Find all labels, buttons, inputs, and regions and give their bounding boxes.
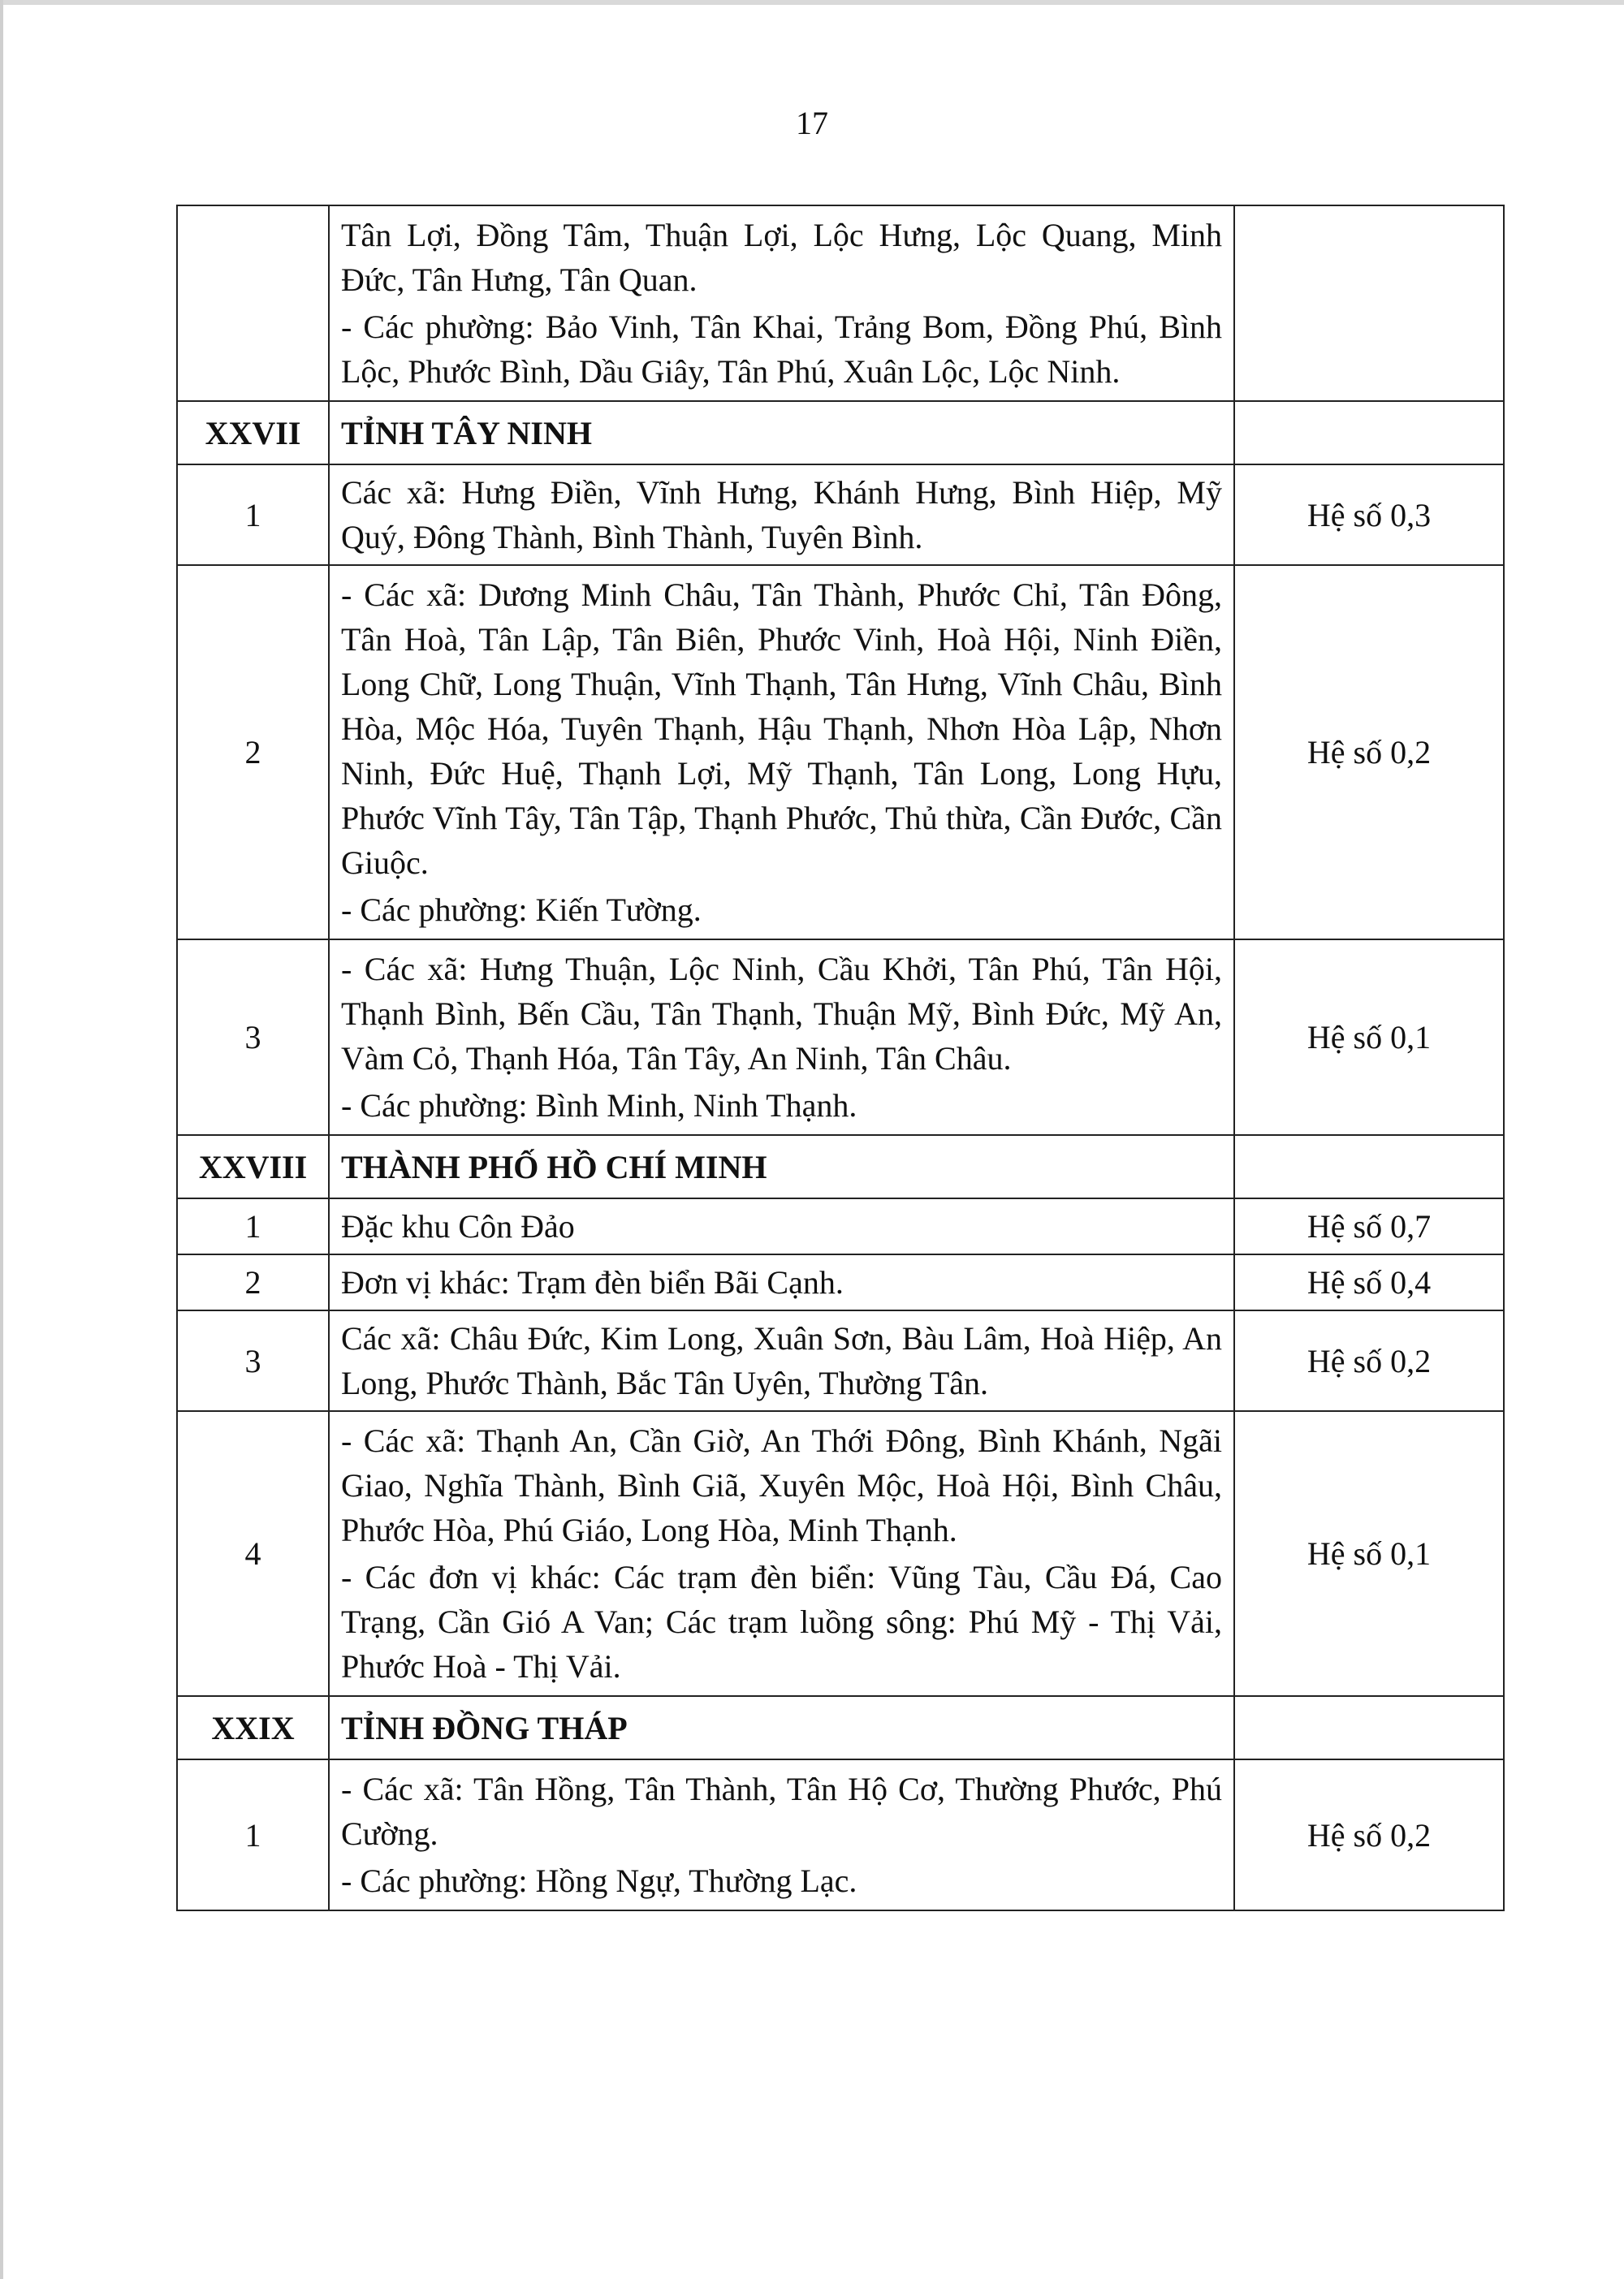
- description-paragraph: - Các phường: Bình Minh, Ninh Thạnh.: [341, 1087, 857, 1124]
- description-paragraph: - Các xã: Hưng Thuận, Lộc Ninh, Cầu Khởi, Tân Phú, Tân Hội, Thạnh Bình, Bến Cầu, Tân Thạnh, Thuận Mỹ, Bình Đức, Mỹ An, Vàm Cỏ, Thạnh Hóa, Tân Tây, An Ninh, Tân Châu.: [341, 951, 1222, 1077]
- description-paragraph: - Các xã: Tân Hồng, Tân Thành, Tân Hộ Cơ, Thường Phước, Phú Cường.: [341, 1771, 1222, 1852]
- coefficient-cell: Hệ số 0,4: [1234, 1254, 1504, 1310]
- coefficient-cell: [1234, 205, 1504, 401]
- description-paragraph: - Các xã: Thạnh An, Cần Giờ, An Thới Đông, Bình Khánh, Ngãi Giao, Nghĩa Thành, Bình Giã, Xuyên Mộc, Hoà Hội, Bình Châu, Phước Hòa, Phú Giáo, Long Hòa, Minh Thạnh.: [341, 1422, 1222, 1548]
- row-number: 1: [177, 1198, 329, 1254]
- table-row: [177, 1254, 1504, 1310]
- scan-edge-left: [0, 0, 3, 2279]
- section-row: [177, 1696, 1504, 1759]
- row-description: [329, 1411, 1234, 1696]
- section-coefficient-cell: [1234, 401, 1504, 464]
- description-paragraph: - Các phường: Hồng Ngự, Thường Lạc.: [341, 1862, 857, 1899]
- row-description: [329, 565, 1234, 939]
- row-number: 2: [177, 565, 329, 939]
- row-description: [329, 464, 1234, 565]
- description-paragraph: Các xã: Châu Đức, Kim Long, Xuân Sơn, Bàu Lâm, Hoà Hiệp, An Long, Phước Thành, Bắc Tân Uyên, Thường Tân.: [341, 1320, 1222, 1401]
- section-title: TỈNH ĐỒNG THÁP: [329, 1696, 1234, 1759]
- row-number: 2: [177, 1254, 329, 1310]
- section-coefficient-cell: [1234, 1135, 1504, 1198]
- row-description: [329, 1310, 1234, 1411]
- row-number: 3: [177, 939, 329, 1135]
- coefficient-cell: Hệ số 0,3: [1234, 464, 1504, 565]
- row-number: [177, 205, 329, 401]
- description-paragraph: Đặc khu Côn Đảo: [341, 1208, 575, 1245]
- row-number: 3: [177, 1310, 329, 1411]
- row-description: [329, 205, 1234, 401]
- coefficient-cell: Hệ số 0,2: [1234, 565, 1504, 939]
- scan-edge-top: [0, 0, 1624, 5]
- section-number: XXIX: [177, 1696, 329, 1759]
- row-number: 4: [177, 1411, 329, 1696]
- table-row: [177, 1759, 1504, 1910]
- table-row: [177, 565, 1504, 939]
- row-description: [329, 939, 1234, 1135]
- description-paragraph: Các xã: Hưng Điền, Vĩnh Hưng, Khánh Hưng, Bình Hiệp, Mỹ Quý, Đông Thành, Bình Thành, Tuyên Bình.: [341, 474, 1222, 555]
- row-number: 1: [177, 1759, 329, 1910]
- coefficient-cell: Hệ số 0,2: [1234, 1310, 1504, 1411]
- description-paragraph: Tân Lợi, Đồng Tâm, Thuận Lợi, Lộc Hưng, Lộc Quang, Minh Đức, Tân Hưng, Tân Quan.: [341, 217, 1222, 298]
- table-row: [177, 205, 1504, 401]
- table-row: [177, 939, 1504, 1135]
- page-number: 17: [796, 105, 828, 141]
- table-row: [177, 1411, 1504, 1696]
- row-description: [329, 1254, 1234, 1310]
- row-description: [329, 1759, 1234, 1910]
- table-row: [177, 1198, 1504, 1254]
- coefficient-cell: Hệ số 0,1: [1234, 1411, 1504, 1696]
- description-paragraph: - Các phường: Bảo Vinh, Tân Khai, Trảng Bom, Đồng Phú, Bình Lộc, Phước Bình, Dầu Giây, Tân Phú, Xuân Lộc, Lộc Ninh.: [341, 309, 1222, 390]
- section-number: XXVIII: [177, 1135, 329, 1198]
- table-row: [177, 464, 1504, 565]
- description-paragraph: - Các đơn vị khác: Các trạm đèn biển: Vũng Tàu, Cầu Đá, Cao Trạng, Cần Gió A Van; Các trạm luồng sông: Phú Mỹ - Thị Vải, Phước Hoà - Thị Vải.: [341, 1559, 1222, 1685]
- section-row: [177, 401, 1504, 464]
- section-row: [177, 1135, 1504, 1198]
- section-number: XXVII: [177, 401, 329, 464]
- row-number: 1: [177, 464, 329, 565]
- coefficient-cell: Hệ số 0,1: [1234, 939, 1504, 1135]
- description-paragraph: - Các phường: Kiến Tường.: [341, 891, 702, 928]
- table-row: [177, 1310, 1504, 1411]
- section-title: THÀNH PHỐ HỒ CHÍ MINH: [329, 1135, 1234, 1198]
- section-title: TỈNH TÂY NINH: [329, 401, 1234, 464]
- coefficient-cell: Hệ số 0,2: [1234, 1759, 1504, 1910]
- coefficient-table: [176, 205, 1505, 1911]
- coefficient-cell: Hệ số 0,7: [1234, 1198, 1504, 1254]
- description-paragraph: - Các xã: Dương Minh Châu, Tân Thành, Phước Chỉ, Tân Đông, Tân Hoà, Tân Lập, Tân Biên, Phước Vinh, Hoà Hội, Ninh Điền, Long Chữ, Long Thuận, Vĩnh Thạnh, Tân Hưng, Vĩnh Châu, Bình Hòa, Mộc Hóa, Tuyên Thạnh, Hậu Thạnh, Nhơn Hòa Lập, Nhơn Ninh, Đức Huệ, Thạnh Lợi, Mỹ Thạnh, Tân Long, Long Hựu, Phước Vĩnh Tây, Tân Tập, Thạnh Phước, Thủ thừa, Cần Đước, Cần Giuộc.: [341, 576, 1222, 881]
- section-coefficient-cell: [1234, 1696, 1504, 1759]
- table-body: [177, 205, 1504, 1910]
- description-paragraph: Đơn vị khác: Trạm đèn biển Bãi Cạnh.: [341, 1264, 844, 1301]
- row-description: [329, 1198, 1234, 1254]
